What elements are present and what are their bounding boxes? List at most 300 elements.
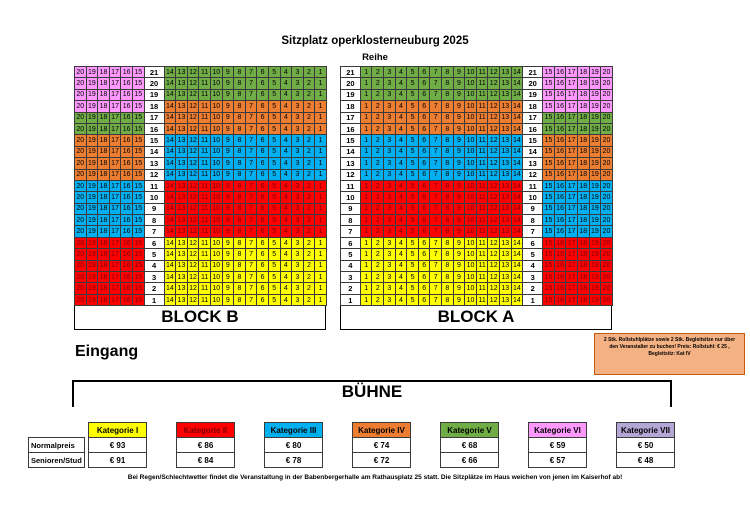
- seat: 5: [268, 226, 280, 237]
- seat: 10: [465, 89, 477, 100]
- seat: 4: [395, 294, 407, 305]
- seat: 15: [543, 180, 555, 191]
- row-number: 16: [340, 123, 360, 134]
- seat: 11: [476, 260, 488, 271]
- seat: 5: [407, 215, 419, 226]
- seat: 1: [315, 89, 327, 100]
- seat: 12: [488, 203, 500, 214]
- row-number: 8: [340, 215, 360, 226]
- seat: 5: [268, 89, 280, 100]
- seat: 17: [566, 272, 578, 283]
- seat: 17: [566, 260, 578, 271]
- row-number: 11: [523, 180, 543, 191]
- seat: 8: [442, 169, 454, 180]
- seat: 13: [500, 260, 512, 271]
- seat: 7: [245, 260, 257, 271]
- seat: 6: [418, 237, 430, 248]
- seat: 20: [75, 283, 87, 294]
- seat: 10: [210, 272, 222, 283]
- seat: 20: [601, 89, 613, 100]
- seat: 8: [442, 249, 454, 260]
- seat: 14: [164, 123, 176, 134]
- seat: 7: [430, 192, 442, 203]
- seat: 16: [554, 146, 566, 157]
- seat: 10: [210, 101, 222, 112]
- seat: 20: [75, 272, 87, 283]
- seat: 5: [407, 169, 419, 180]
- category-header: Kategorie V: [441, 423, 499, 438]
- seat: 11: [476, 294, 488, 305]
- seat: 19: [589, 215, 601, 226]
- aisle: [326, 294, 340, 305]
- seat: 2: [303, 294, 315, 305]
- seat: 18: [577, 135, 589, 146]
- seat: 6: [418, 249, 430, 260]
- seat: 10: [210, 215, 222, 226]
- seat: 3: [292, 215, 304, 226]
- seat: 9: [222, 283, 234, 294]
- seat: 11: [199, 112, 211, 123]
- row-number: 15: [523, 135, 543, 146]
- seat: 11: [476, 192, 488, 203]
- seat: 20: [75, 180, 87, 191]
- seat: 13: [176, 294, 188, 305]
- seat: 12: [187, 237, 199, 248]
- row-number: 13: [340, 158, 360, 169]
- seat: 14: [164, 101, 176, 112]
- seat: 16: [121, 249, 133, 260]
- seat: 4: [395, 226, 407, 237]
- seat: 19: [86, 169, 98, 180]
- seat: 7: [245, 89, 257, 100]
- seat: 9: [453, 215, 465, 226]
- seat: 12: [488, 260, 500, 271]
- seat: 19: [86, 237, 98, 248]
- seat: 2: [303, 180, 315, 191]
- price-table: [28, 422, 675, 468]
- seat: 1: [360, 226, 372, 237]
- seat: 2: [303, 203, 315, 214]
- seat: 4: [280, 146, 292, 157]
- seat: 9: [453, 135, 465, 146]
- seat: 2: [372, 180, 384, 191]
- seat: 18: [98, 169, 110, 180]
- seat: 1: [315, 78, 327, 89]
- seat: 8: [234, 67, 246, 78]
- seat: 3: [384, 249, 396, 260]
- block-a-label: BLOCK A: [340, 306, 612, 330]
- seat: 17: [566, 89, 578, 100]
- seat: 6: [418, 272, 430, 283]
- seat: 3: [292, 237, 304, 248]
- row-number: 20: [144, 78, 164, 89]
- seat: 14: [511, 192, 523, 203]
- seat: 20: [601, 135, 613, 146]
- seat: 16: [121, 101, 133, 112]
- seat: 6: [418, 78, 430, 89]
- seat: 9: [222, 249, 234, 260]
- seat: 17: [109, 272, 121, 283]
- seat: 12: [488, 180, 500, 191]
- seat: 9: [453, 226, 465, 237]
- seat: 3: [384, 169, 396, 180]
- entrance-label: Eingang: [75, 343, 139, 360]
- seat: 1: [360, 112, 372, 123]
- aisle: [326, 226, 340, 237]
- price-cell: € 80: [265, 438, 323, 453]
- price-cell: € 84: [177, 453, 235, 468]
- row-number: 14: [340, 146, 360, 157]
- seat: 6: [257, 112, 269, 123]
- seat: 5: [268, 272, 280, 283]
- seat: 15: [132, 101, 144, 112]
- row-number: 1: [340, 294, 360, 305]
- seat: 14: [511, 237, 523, 248]
- seat: 1: [360, 272, 372, 283]
- seat: 11: [476, 169, 488, 180]
- seat: 14: [164, 158, 176, 169]
- seat: 12: [488, 294, 500, 305]
- seat: 12: [187, 192, 199, 203]
- seat: 5: [407, 272, 419, 283]
- seat: 11: [476, 283, 488, 294]
- seat: 18: [577, 180, 589, 191]
- seat: 4: [280, 226, 292, 237]
- seat: 4: [280, 67, 292, 78]
- seat: 17: [566, 67, 578, 78]
- seat: 10: [210, 283, 222, 294]
- seat: 12: [187, 203, 199, 214]
- seat: 7: [430, 67, 442, 78]
- seat-row: [75, 89, 613, 100]
- seat: 9: [453, 283, 465, 294]
- seat: 16: [121, 180, 133, 191]
- seat: 1: [315, 215, 327, 226]
- row-number: 10: [144, 192, 164, 203]
- seat: 12: [488, 101, 500, 112]
- seat: 6: [257, 260, 269, 271]
- seat: 11: [199, 192, 211, 203]
- row-number: 2: [523, 283, 543, 294]
- seat: 6: [418, 215, 430, 226]
- seat: 12: [488, 272, 500, 283]
- seat: 9: [453, 203, 465, 214]
- seat: 13: [500, 123, 512, 134]
- spacer: [147, 453, 177, 468]
- seat: 14: [511, 283, 523, 294]
- seat: 10: [210, 249, 222, 260]
- seat: 17: [566, 112, 578, 123]
- seat: 20: [601, 146, 613, 157]
- seat: 11: [476, 67, 488, 78]
- category-header: Kategorie VII: [617, 423, 675, 438]
- seat: 11: [199, 89, 211, 100]
- seat: 16: [554, 272, 566, 283]
- seat: 17: [566, 146, 578, 157]
- seat: 16: [554, 67, 566, 78]
- seat: 5: [268, 283, 280, 294]
- seat: 10: [465, 135, 477, 146]
- row-number: 19: [523, 89, 543, 100]
- seat: 1: [360, 146, 372, 157]
- seat: 7: [430, 203, 442, 214]
- stage-label: BÜHNE: [341, 382, 403, 401]
- category-header: Kategorie II: [177, 423, 235, 438]
- seat: 13: [500, 67, 512, 78]
- seat: 12: [187, 112, 199, 123]
- seat: 9: [453, 89, 465, 100]
- seat: 17: [109, 203, 121, 214]
- category-header: Kategorie I: [89, 423, 147, 438]
- price-cell: € 93: [89, 438, 147, 453]
- seat: 20: [75, 78, 87, 89]
- seat: 9: [453, 192, 465, 203]
- seat: 3: [292, 226, 304, 237]
- seat: 10: [465, 169, 477, 180]
- seat: 8: [442, 272, 454, 283]
- seat: 9: [222, 101, 234, 112]
- seat: 9: [222, 169, 234, 180]
- seat: 16: [554, 112, 566, 123]
- seat: 15: [132, 260, 144, 271]
- seat: 19: [86, 101, 98, 112]
- row-number: 13: [523, 158, 543, 169]
- seat: 3: [384, 89, 396, 100]
- seat: 5: [407, 146, 419, 157]
- row-number: 12: [144, 169, 164, 180]
- seat: 15: [132, 226, 144, 237]
- row-number: 17: [144, 112, 164, 123]
- seat: 6: [257, 203, 269, 214]
- seat: 1: [360, 294, 372, 305]
- seat: 11: [476, 272, 488, 283]
- seat: 17: [109, 226, 121, 237]
- seat-row: [75, 294, 613, 305]
- seat: 6: [418, 158, 430, 169]
- seat: 17: [109, 180, 121, 191]
- seat: 15: [132, 135, 144, 146]
- seat-row: [75, 260, 613, 271]
- seat: 15: [543, 272, 555, 283]
- seat: 10: [465, 123, 477, 134]
- seat: 11: [199, 67, 211, 78]
- seat: 16: [554, 135, 566, 146]
- row-number: 4: [523, 260, 543, 271]
- row-number: 16: [144, 123, 164, 134]
- seat: 11: [199, 180, 211, 191]
- seat: 19: [589, 112, 601, 123]
- seat: 2: [303, 135, 315, 146]
- seat: 9: [222, 78, 234, 89]
- seat: 20: [75, 226, 87, 237]
- row-number: 21: [340, 67, 360, 78]
- seat: 14: [164, 260, 176, 271]
- seat: 18: [98, 101, 110, 112]
- seat-row: [75, 158, 613, 169]
- seat: 1: [315, 112, 327, 123]
- seat: 18: [577, 78, 589, 89]
- seat: 18: [577, 192, 589, 203]
- seat: 16: [554, 158, 566, 169]
- seat: 1: [360, 123, 372, 134]
- seat: 13: [500, 78, 512, 89]
- seat: 15: [132, 249, 144, 260]
- seat: 16: [121, 237, 133, 248]
- seat: 3: [384, 192, 396, 203]
- seat: 12: [187, 158, 199, 169]
- seat: 8: [234, 146, 246, 157]
- category-header: Kategorie VI: [529, 423, 587, 438]
- row-number: 10: [340, 192, 360, 203]
- seat: 3: [384, 135, 396, 146]
- row-number: 3: [523, 272, 543, 283]
- seat: 13: [176, 158, 188, 169]
- seat: 14: [164, 237, 176, 248]
- seat: 11: [476, 89, 488, 100]
- seat: 8: [234, 101, 246, 112]
- seat: 13: [176, 123, 188, 134]
- seat: 18: [577, 237, 589, 248]
- seat: 11: [199, 260, 211, 271]
- seat: 9: [453, 112, 465, 123]
- seat: 7: [430, 169, 442, 180]
- row-number: 11: [144, 180, 164, 191]
- seat: 4: [280, 249, 292, 260]
- aisle: [326, 112, 340, 123]
- seat: 6: [257, 101, 269, 112]
- seat: 16: [554, 123, 566, 134]
- seat: 10: [210, 237, 222, 248]
- seat: 3: [292, 260, 304, 271]
- seat: 5: [268, 249, 280, 260]
- seat: 1: [315, 294, 327, 305]
- seat: 15: [132, 294, 144, 305]
- seat: 20: [75, 215, 87, 226]
- seat: 15: [132, 158, 144, 169]
- seat: 17: [109, 169, 121, 180]
- seat: 18: [98, 249, 110, 260]
- seat: 20: [601, 294, 613, 305]
- price-cell: € 78: [265, 453, 323, 468]
- seat: 15: [132, 272, 144, 283]
- seat: 4: [395, 135, 407, 146]
- seat: 9: [222, 67, 234, 78]
- seat: 16: [554, 78, 566, 89]
- seat: 3: [384, 283, 396, 294]
- row-number: 8: [144, 215, 164, 226]
- row-number: 6: [523, 237, 543, 248]
- seat: 4: [395, 146, 407, 157]
- price-row-label: Normalpreis: [29, 438, 85, 453]
- seat: 14: [511, 249, 523, 260]
- seat: 1: [360, 215, 372, 226]
- seat: 9: [453, 67, 465, 78]
- seat: 6: [257, 123, 269, 134]
- seat: 13: [176, 203, 188, 214]
- seat: 11: [199, 158, 211, 169]
- seat: 17: [109, 158, 121, 169]
- seat: 2: [372, 67, 384, 78]
- seat: 15: [543, 101, 555, 112]
- seat: 3: [292, 101, 304, 112]
- seat: 14: [164, 78, 176, 89]
- seat: 11: [199, 203, 211, 214]
- seat: 7: [245, 67, 257, 78]
- seat: 15: [132, 112, 144, 123]
- seat: 16: [121, 169, 133, 180]
- seat: 8: [442, 123, 454, 134]
- seat: 19: [86, 180, 98, 191]
- seat: 14: [164, 272, 176, 283]
- seat: 11: [476, 135, 488, 146]
- seat: 18: [98, 237, 110, 248]
- seat: 6: [257, 283, 269, 294]
- seat: 5: [407, 249, 419, 260]
- seat: 8: [442, 237, 454, 248]
- seat: 20: [601, 237, 613, 248]
- seat: 12: [488, 226, 500, 237]
- seat: 19: [589, 135, 601, 146]
- seat: 7: [245, 112, 257, 123]
- seat: 14: [164, 146, 176, 157]
- seat: 8: [234, 123, 246, 134]
- seat: 13: [500, 249, 512, 260]
- seat: 8: [442, 260, 454, 271]
- seat: 8: [442, 135, 454, 146]
- seat: 2: [303, 67, 315, 78]
- spacer: [147, 438, 177, 453]
- seat: 8: [234, 272, 246, 283]
- aisle: [326, 180, 340, 191]
- seat: 2: [372, 112, 384, 123]
- seat: 3: [384, 158, 396, 169]
- spacer: [235, 453, 265, 468]
- row-number: 8: [523, 215, 543, 226]
- seat: 13: [176, 146, 188, 157]
- seat: 4: [280, 169, 292, 180]
- seat: 16: [121, 123, 133, 134]
- aisle: [326, 169, 340, 180]
- seat: 8: [442, 112, 454, 123]
- seat: 9: [453, 158, 465, 169]
- seat: 17: [109, 135, 121, 146]
- seat: 20: [601, 192, 613, 203]
- seat: 19: [86, 123, 98, 134]
- row-number: 17: [340, 112, 360, 123]
- price-cell: € 48: [617, 453, 675, 468]
- aisle: [326, 89, 340, 100]
- seat: 16: [554, 249, 566, 260]
- seat: 17: [109, 146, 121, 157]
- seat: 17: [566, 249, 578, 260]
- seat: 2: [372, 226, 384, 237]
- seat: 3: [292, 123, 304, 134]
- seat: 2: [372, 169, 384, 180]
- seat: 16: [554, 226, 566, 237]
- seat: 4: [395, 67, 407, 78]
- seat: 1: [315, 180, 327, 191]
- seat: 3: [292, 294, 304, 305]
- seat: 4: [395, 101, 407, 112]
- seat: 11: [199, 294, 211, 305]
- price-cell: € 86: [177, 438, 235, 453]
- seat: 6: [257, 226, 269, 237]
- seat-row: [75, 226, 613, 237]
- seat: 5: [268, 146, 280, 157]
- seat: 11: [476, 215, 488, 226]
- seat: 19: [86, 135, 98, 146]
- seat: 6: [257, 158, 269, 169]
